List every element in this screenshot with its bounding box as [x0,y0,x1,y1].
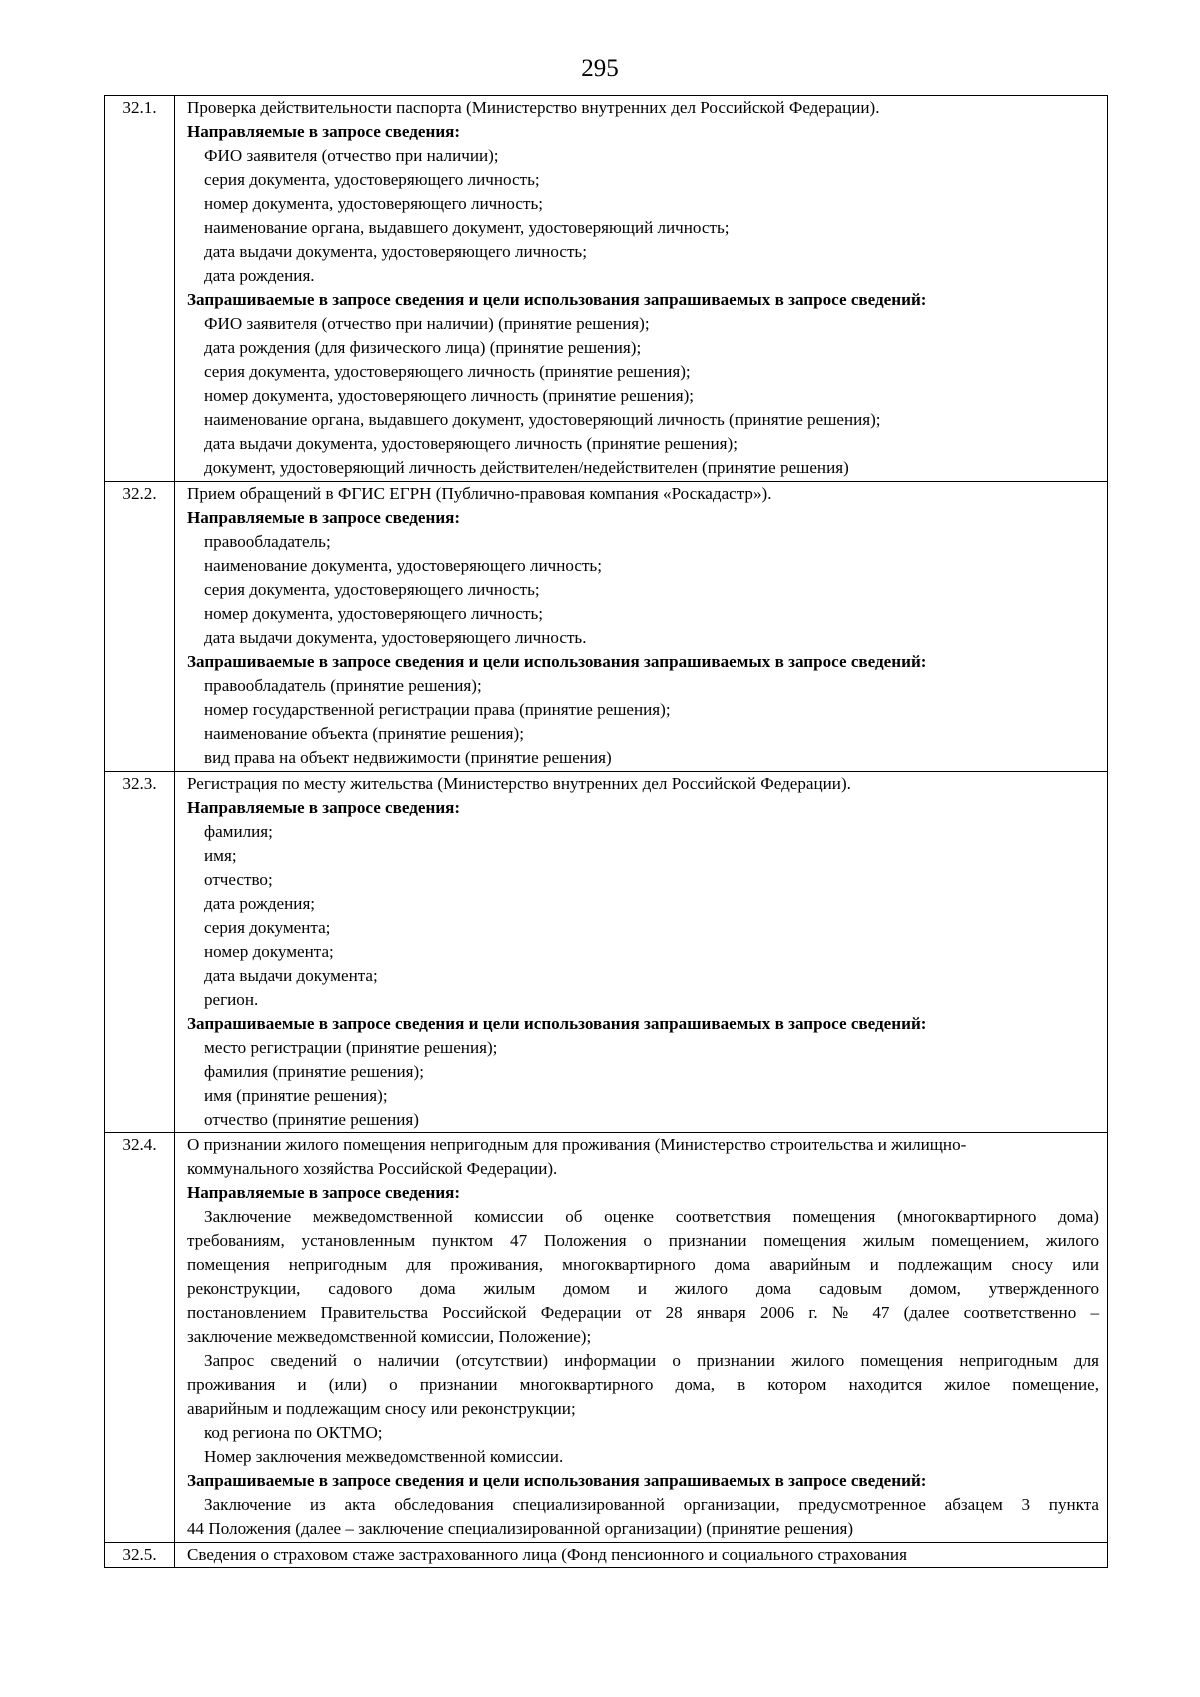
list-item: номер документа, удостоверяющего личность; [204,604,543,623]
list-item: номер государственной регистрации права (принятие решения); [204,700,671,719]
list-item: Номер заключения межведомственной комиссии. [204,1447,564,1466]
row-number: 32.5. [105,1543,175,1568]
list-item: дата выдачи документа, удостоверяющего личность. [204,628,587,647]
row-title: Регистрация по месту жительства (Министерство внутренних дел Российской Федерации). [187,774,851,793]
row-title: Проверка действительности паспорта (Министерство внутренних дел Российской Федерации). [187,98,880,117]
list-item: правообладатель (принятие решения); [204,676,482,695]
paragraph-line: Запрос сведений о наличии (отсутствии) информации о признании жилого помещения непригодным для [204,1351,1099,1370]
paragraph-line: аварийным и подлежащим сносу или реконструкции; [187,1399,576,1418]
list-item: дата выдачи документа, удостоверяющего личность (принятие решения); [204,434,738,453]
page-number: 295 [581,55,619,82]
row-title: Сведения о страховом стаже застрахованного лица (Фонд пенсионного и социального страхования [187,1545,907,1564]
list-item: номер документа, удостоверяющего личность (принятие решения); [204,386,695,405]
requested-heading: Запрашиваемые в запросе сведения и цели использования запрашиваемых в запросе сведений: [187,290,927,309]
table-row [105,1133,1108,1543]
row-number: 32.1. [105,96,175,482]
list-item: правообладатель; [204,532,331,551]
list-item: серия документа, удостоверяющего личность; [204,580,540,599]
row-title-line: коммунального хозяйства Российской Федерации). [187,1159,558,1178]
list-item: наименование органа, выдавшего документ, удостоверяющий личность; [204,218,730,237]
paragraph-line: 44 Положения (далее – заключение специализированной организации) (принятие решения) [187,1519,854,1538]
list-item: отчество; [204,870,273,889]
list-item: фамилия (принятие решения); [204,1062,424,1081]
list-item: дата рождения (для физического лица) (принятие решения); [204,338,642,357]
list-item: имя; [204,846,237,865]
paragraph-line: постановлением Правительства Российской Федерации от 28 января 2006 г. № 47 (далее соответственно – [187,1303,1099,1322]
paragraph-line: Заключение из акта обследования специализированной организации, предусмотренное абзацем 3 пункта [204,1495,1099,1514]
row-content [175,1133,1108,1543]
requested-heading: Запрашиваемые в запросе сведения и цели использования запрашиваемых в запросе сведений: [187,652,927,671]
row-title-line: О признании жилого помещения непригодным для проживания (Министерство строительства и жилищно- [187,1135,967,1154]
row-number: 32.3. [105,772,175,1133]
table-row [105,96,1108,482]
list-item: код региона по ОКТМО; [204,1423,383,1442]
row-title: Прием обращений в ФГИС ЕГРН (Публично-правовая компания «Роскадастр»). [187,484,772,503]
list-item: серия документа, удостоверяющего личность (принятие решения); [204,362,691,381]
list-item: наименование органа, выдавшего документ, удостоверяющий личность (принятие решения); [204,410,881,429]
list-item: дата выдачи документа; [204,966,378,985]
row-content [175,482,1108,772]
list-item: номер документа, удостоверяющего личность; [204,194,543,213]
list-item: наименование объекта (принятие решения); [204,724,524,743]
list-item: серия документа, удостоверяющего личность; [204,170,540,189]
list-item: дата рождения; [204,894,316,913]
requests-table [104,95,1108,1568]
list-item: регион. [204,990,259,1009]
list-item: наименование документа, удостоверяющего личность; [204,556,602,575]
list-item: ФИО заявителя (отчество при наличии) (принятие решения); [204,314,650,333]
list-item: фамилия; [204,822,273,841]
row-content [175,96,1108,482]
paragraph-line: реконструкции, садового дома жилым домом и жилого дома садовым домом, утвержденного [187,1279,1099,1298]
sent-heading: Направляемые в запросе сведения: [187,508,461,527]
paragraph-line: проживания и (или) о признании многоквартирного дома, в котором находится жилое помещение, [187,1375,1099,1394]
list-item: номер документа; [204,942,334,961]
requested-heading: Запрашиваемые в запросе сведения и цели использования запрашиваемых в запросе сведений: [187,1471,927,1490]
paragraph-line: Заключение межведомственной комиссии об оценке соответствия помещения (многоквартирного дома) [204,1207,1099,1226]
list-item: серия документа; [204,918,331,937]
table-row [105,772,1108,1133]
paragraph-line: помещения непригодным для проживания, многоквартирного дома аварийным и подлежащим сносу или [187,1255,1099,1274]
paragraph-line: требованиям, установленным пунктом 47 Положения о признании помещения жилым помещением, жилого [187,1231,1099,1250]
table-row [105,482,1108,772]
list-item: документ, удостоверяющий личность действителен/недействителен (принятие решения) [204,458,849,477]
row-number: 32.2. [105,482,175,772]
row-content [175,772,1108,1133]
row-number: 32.4. [105,1133,175,1543]
list-item: имя (принятие решения); [204,1086,388,1105]
list-item: вид права на объект недвижимости (принятие решения) [204,748,612,767]
sent-heading: Направляемые в запросе сведения: [187,798,461,817]
list-item: дата выдачи документа, удостоверяющего личность; [204,242,587,261]
sent-heading: Направляемые в запросе сведения: [187,122,461,141]
list-item: дата рождения. [204,266,315,285]
table-row [105,1543,1108,1568]
list-item: отчество (принятие решения) [204,1110,419,1129]
requested-heading: Запрашиваемые в запросе сведения и цели использования запрашиваемых в запросе сведений: [187,1014,927,1033]
list-item: ФИО заявителя (отчество при наличии); [204,146,499,165]
row-content [175,1543,1108,1568]
list-item: место регистрации (принятие решения); [204,1038,498,1057]
paragraph-line: заключение межведомственной комиссии, Положение); [187,1327,592,1346]
sent-heading: Направляемые в запросе сведения: [187,1183,461,1202]
